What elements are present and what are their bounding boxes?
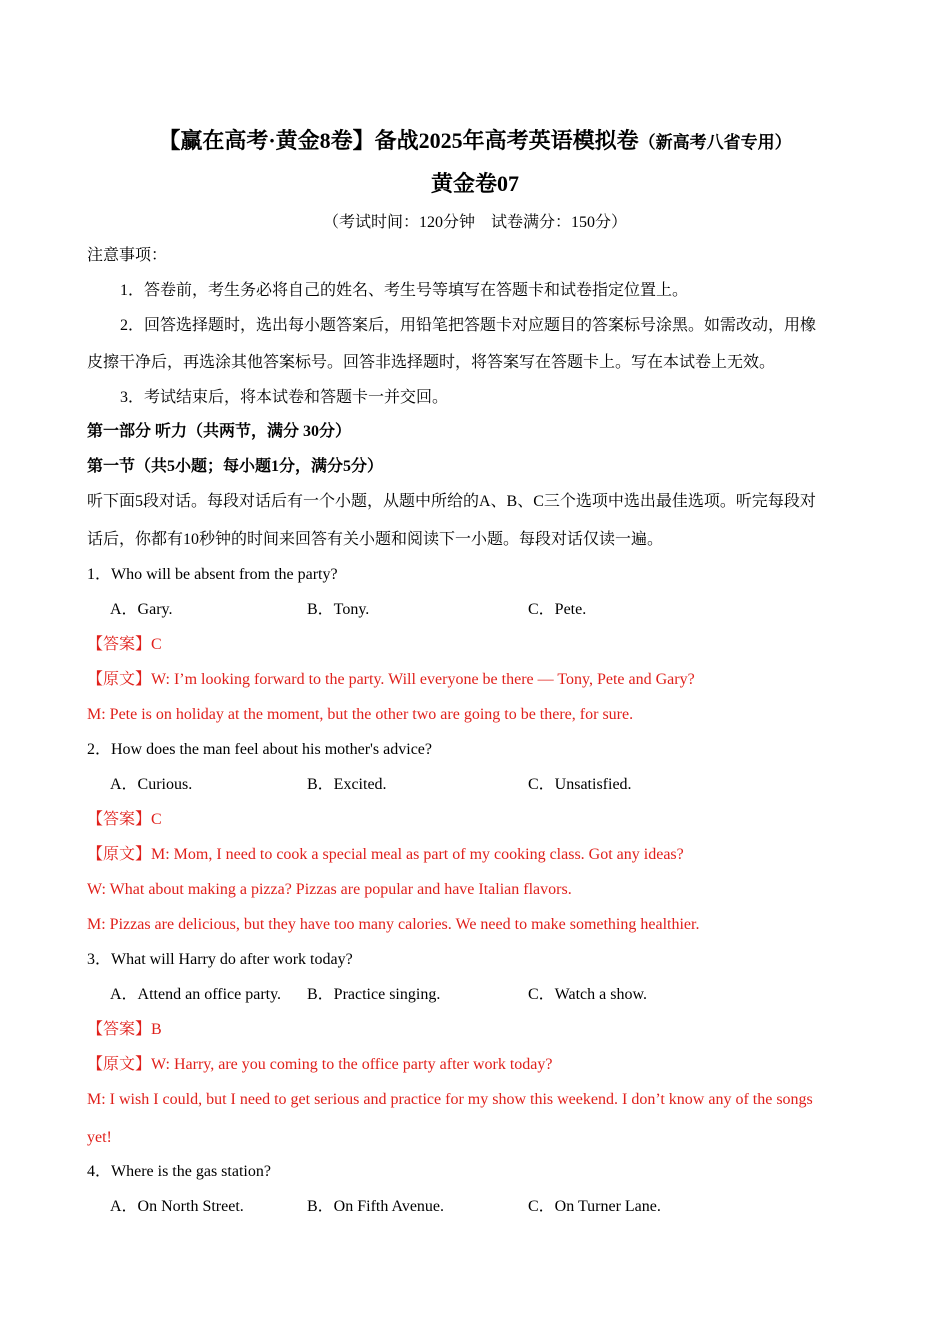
notes-heading: 注意事项： xyxy=(87,247,168,264)
exam-title xyxy=(0,127,950,157)
question-3-option-c: C．Watch a show. xyxy=(528,986,647,1003)
question-1-script-2: M: Pete is on holiday at the moment, but the other two are going to be there, for sure. xyxy=(87,706,634,723)
question-3-script-2: M: I wish I could, but I need to get serious and practice for my show this weekend. I don’t know any of the songs xyxy=(87,1091,813,1108)
exam-title-sub: （新高考八省专用） xyxy=(638,133,792,152)
question-3-option-b: B．Practice singing. xyxy=(307,986,441,1003)
exam-title-main: 【赢在高考·黄金8卷】备战2025年高考英语模拟卷 xyxy=(158,128,639,153)
instructions-line-2: 话后，你都有10秒钟的时间来回答有关小题和阅读下一小题。每段对话仅读一遍。 xyxy=(87,531,664,548)
question-1-answer: 【答案】C xyxy=(87,636,162,653)
note-item-2-cont: 皮擦干净后，再选涂其他答案标号。回答非选择题时，将答案写在答题卡上。写在本试卷上无效。 xyxy=(87,354,776,371)
question-1-script-1: 【原文】W: I’m looking forward to the party. Will everyone be there — Tony, Pete and Gary? xyxy=(87,671,695,688)
question-2-answer: 【答案】C xyxy=(87,811,162,828)
question-4-option-c: C．On Turner Lane. xyxy=(528,1198,661,1215)
question-2-option-c: C．Unsatisfied. xyxy=(528,776,632,793)
question-1-option-a: A．Gary. xyxy=(110,601,173,618)
question-1-stem: 1．Who will be absent from the party? xyxy=(87,566,338,583)
exam-info: （考试时间：120分钟 试卷满分：150分） xyxy=(322,214,627,231)
question-3-script-1: 【原文】W: Harry, are you coming to the office party after work today? xyxy=(87,1056,553,1073)
question-2-script-2: W: What about making a pizza? Pizzas are popular and have Italian flavors. xyxy=(87,881,572,898)
question-3-script-3: yet! xyxy=(87,1129,112,1146)
question-3-answer: 【答案】B xyxy=(87,1021,162,1038)
instructions-line-1: 听下面5段对话。每段对话后有一个小题，从题中所给的A、B、C三个选项中选出最佳选项。听完每段对 xyxy=(87,493,816,510)
question-3-option-a: A．Attend an office party. xyxy=(110,986,282,1003)
note-item-1: 1．答卷前，考生务必将自己的姓名、考生号等填写在答题卡和试卷指定位置上。 xyxy=(120,282,689,299)
question-2-script-3: M: Pizzas are delicious, but they have too many calories. We need to make something healthier. xyxy=(87,916,700,933)
section1-heading: 第一节（共5小题；每小题1分，满分5分） xyxy=(87,458,384,475)
question-4-option-a: A．On North Street. xyxy=(110,1198,244,1215)
question-3-stem: 3．What will Harry do after work today? xyxy=(87,951,353,968)
question-1-option-b: B．Tony. xyxy=(307,601,370,618)
question-2-option-a: A．Curious. xyxy=(110,776,193,793)
paper-name: 黄金卷07 xyxy=(430,171,519,196)
question-2-script-1: 【原文】M: Mom, I need to cook a special meal as part of my cooking class. Got any ideas? xyxy=(87,846,684,863)
note-item-3: 3．考试结束后，将本试卷和答题卡一并交回。 xyxy=(120,389,449,406)
question-2-stem: 2．How does the man feel about his mother's advice? xyxy=(87,741,433,758)
question-2-option-b: B．Excited. xyxy=(307,776,387,793)
part1-heading: 第一部分 听力（共两节，满分 30分） xyxy=(87,423,352,440)
note-item-2: 2．回答选择题时，选出每小题答案后，用铅笔把答题卡对应题目的答案标号涂黑。如需改动，用橡 xyxy=(120,317,817,334)
question-1-option-c: C．Pete. xyxy=(528,601,587,618)
question-4-option-b: B．On Fifth Avenue. xyxy=(307,1198,445,1215)
question-4-stem: 4．Where is the gas station? xyxy=(87,1163,271,1180)
